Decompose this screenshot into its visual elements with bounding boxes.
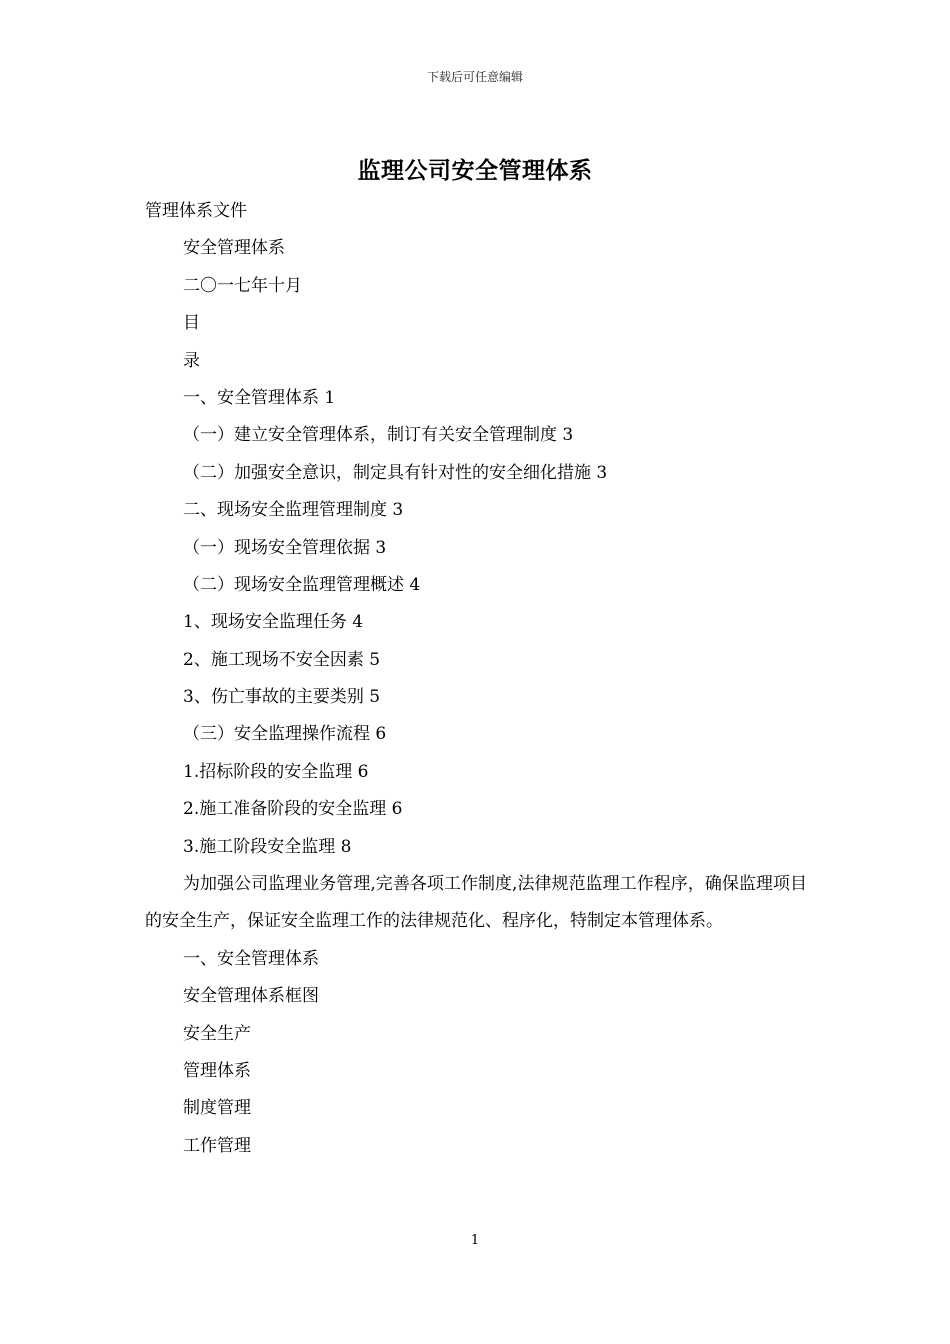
- text-line: 管理体系文件: [145, 201, 247, 221]
- toc-entry: 1、现场安全监理任务 4: [183, 612, 364, 633]
- text-line: 安全管理体系框图: [183, 986, 319, 1007]
- toc-entry: 2.施工准备阶段的安全监理 6: [183, 799, 403, 820]
- toc-entry: 二、现场安全监理管理制度 3: [183, 500, 404, 521]
- toc-entry: （一）建立安全管理体系，制订有关安全管理制度 3: [183, 425, 574, 446]
- intro-paragraph: 为加强公司监理业务管理,完善各项工作制度,法律规范监理工作程序，确保监理项目的安全生产，保证安全监理工作的法律规范化、程序化，特制定本管理体系。: [145, 874, 807, 932]
- toc-entry: 3.施工阶段安全监理 8: [183, 836, 352, 857]
- toc-entry: 1.招标阶段的安全监理 6: [183, 761, 369, 782]
- toc-entry: 一、安全管理体系 1: [183, 387, 336, 408]
- document-title: 监理公司安全管理体系: [357, 157, 593, 184]
- text-line: 安全管理体系: [183, 238, 285, 259]
- text-line: 安全生产: [183, 1023, 251, 1044]
- toc-entry: （二）加强安全意识，制定具有针对性的安全细化措施 3: [183, 462, 608, 483]
- section-heading: 一、安全管理体系: [183, 948, 319, 969]
- toc-entry: （二）现场安全监理管理概述 4: [183, 574, 421, 595]
- toc-entry: 2、施工现场不安全因素 5: [183, 649, 381, 670]
- toc-entry: （三）安全监理操作流程 6: [183, 724, 387, 745]
- document-body: [145, 193, 807, 1165]
- header-note: 下载后可任意编辑: [426, 70, 523, 84]
- text-line: 制度管理: [183, 1098, 251, 1119]
- text-line: 目: [183, 313, 200, 334]
- toc-entry: 3、伤亡事故的主要类别 5: [183, 687, 381, 708]
- page-number: 1: [470, 1233, 480, 1248]
- text-line: 二〇一七年十月: [183, 275, 302, 296]
- toc-entry: （一）现场安全管理依据 3: [183, 537, 387, 558]
- text-line: 工作管理: [183, 1135, 251, 1156]
- text-line: 管理体系: [183, 1061, 251, 1082]
- text-line: 录: [183, 350, 200, 371]
